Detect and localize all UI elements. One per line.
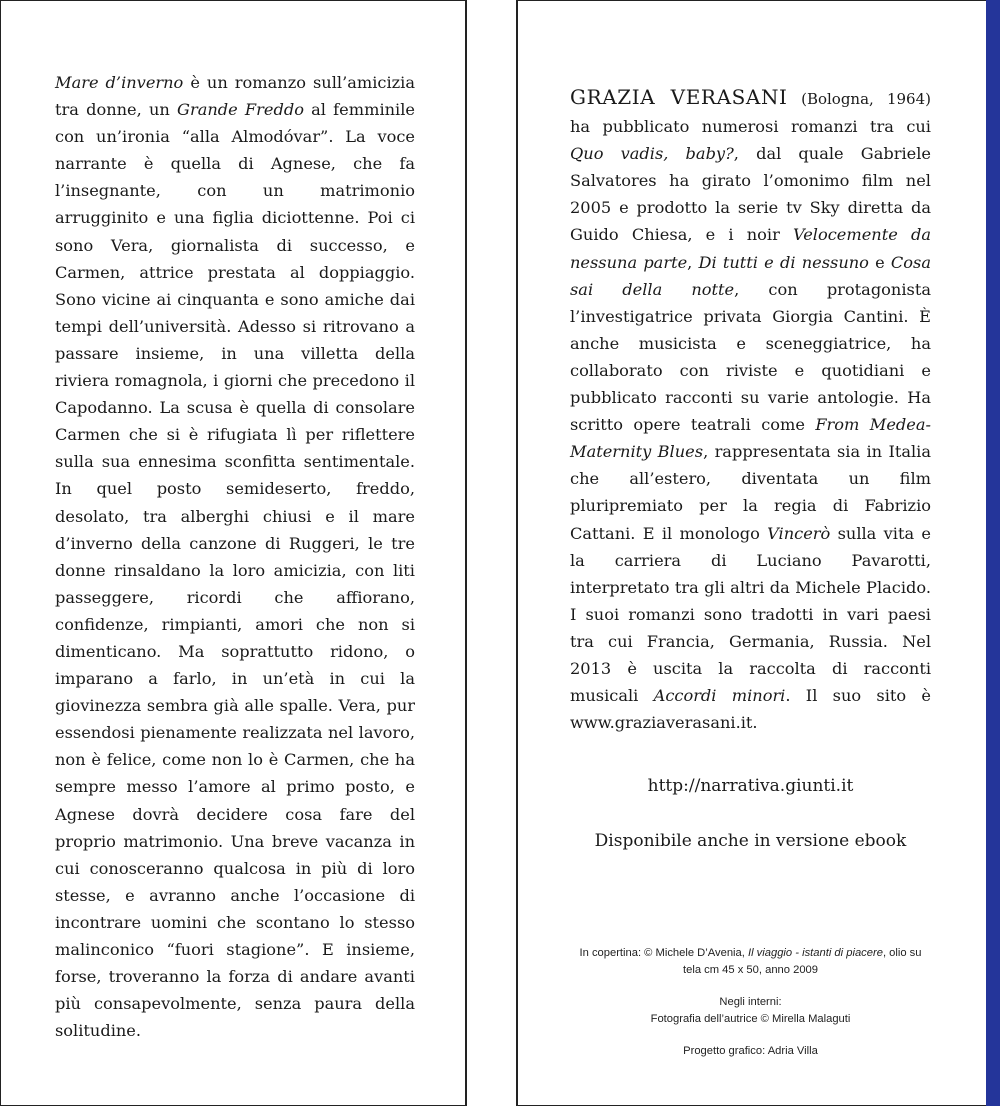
text-run: al femminile con un’ironia “alla Almodóvar”. La voce narrante è quella di Agnese, che fa l’insegnante, con un matrimonio arrugginito e una figlia diciottenne. Poi ci sono Vera, giornalista di successo, e Carmen, attrice prestata al doppiaggio. Sono vicine ai cinquanta e sono amiche dai tempi dell’università. Adesso si ritrovano a passare insieme, in una villetta della riviera romagnola, i giorni che precedono il Capodanno. La scusa è quella di consolare Carmen che si è rifugiata lì per riflettere sulla sua ennesima sconfitta sentimentale. In quel posto semideserto, freddo, desolato, tra alberghi chiusi e il mare d’inverno della canzone di Ruggeri, le tre donne rinsaldano la loro amicizia, con liti passeggere, ricordi che affiorano, confidenze, rimpianti, amori che non si dimenticano. Ma soprattutto ridono, o imparano a farlo, in un’età in cui la giovinezza sembra già alle spalle. Vera, pur essendosi pienamente realizzata nel lavoro, non è felice, come non lo è Carmen, che ha sempre messo l’amore al primo posto, e Agnese dovrà decidere cosa fare del proprio matrimonio. Una breve vacanza in cui conosceranno qualcosa in più di loro stesse, e avranno anche l’occasione di incontrare uomini che scontano lo stesso malinconico “fuori stagione”. E insieme, forse, troveranno la forza di andare avanti più consapevolmente, senza paura della solitudine. — [55, 100, 415, 1041]
italic-title: Mare d’inverno — [55, 73, 184, 92]
italic-title: Cosa sai della notte — [570, 252, 931, 299]
text-run: In copertina: © Michele D’Avenia, — [579, 947, 748, 959]
text-run: , rappresentata sia in Italia che all’estero, diventata un film pluripremiato per la regia di Fabrizio Cattani. E il monologo — [570, 442, 932, 543]
interior-label: Negli interni: — [719, 996, 782, 1008]
gutter-right-rule — [516, 0, 518, 1106]
italic-title: Vincerò — [767, 523, 831, 543]
text-run: , con protagonista l’investigatrice privata Giorgia Cantini. È anche musicista e sceneggiatrice, ha collaborato con riviste e quotidiani e pubblicato racconti su varie antologie. Ha scritto opere teatrali come — [570, 279, 931, 435]
author-name: GRAZIA VERASANI — [570, 85, 788, 109]
italic-title: Velocemente da nessuna parte — [570, 225, 931, 272]
text-run: , dal quale Gabriele Salvatores ha girato l’omonimo film nel 2005 e prodotto la serie tv Sky diretta da Guido Chiesa, e i noir — [570, 144, 931, 245]
author-bio-text — [570, 117, 931, 732]
italic-title: Il viaggio - istanti di piacere — [747, 947, 883, 959]
text-run: sulla vita e la carriera di Luciano Pavarotti, interpretato tra gli altri da Michele Placido. I suoi romanzi sono tradotti in vari paesi tra cui Francia, Germania, Russia. Nel 2013 è uscita la raccolta di racconti musicali — [570, 523, 931, 706]
book-gutter — [467, 0, 516, 1106]
book-blurb — [55, 69, 415, 1044]
author-bio — [570, 84, 931, 736]
italic-title: From Medea-Maternity Blues — [570, 415, 931, 462]
text-run: . Il suo sito è www.graziaverasani.it. — [570, 686, 932, 733]
italic-title: Accordi minori — [653, 686, 786, 706]
text-run: è un romanzo sull’amicizia tra donne, un — [55, 73, 415, 120]
text-run: ha pubblicato numerosi romanzi tra cui — [570, 117, 931, 137]
design-credit: Progetto grafico: Adria Villa — [683, 1045, 818, 1057]
interior-photo-credit: Fotografia dell’autrice © Mirella Malaguti — [650, 1012, 851, 1025]
italic-title: Di tutti e di nessuno — [698, 252, 869, 272]
gutter-left-rule — [465, 0, 467, 1106]
italic-title: Quo vadis, baby? — [570, 144, 734, 164]
author-birth: (Bologna, 1964) — [801, 90, 931, 108]
text-run: , — [687, 252, 699, 272]
italic-title: Grande Freddo — [177, 100, 304, 120]
cover-spine-edge — [986, 0, 1000, 1106]
text-run: , olio su tela cm 45 x 50, anno 2009 — [683, 947, 922, 976]
interior-credit — [570, 994, 931, 1027]
text-run: e — [868, 252, 891, 272]
ebook-note: Disponibile anche in versione ebook — [594, 831, 907, 851]
cover-credit — [570, 945, 931, 978]
publisher-website: http://narrativa.giunti.it — [647, 776, 854, 796]
